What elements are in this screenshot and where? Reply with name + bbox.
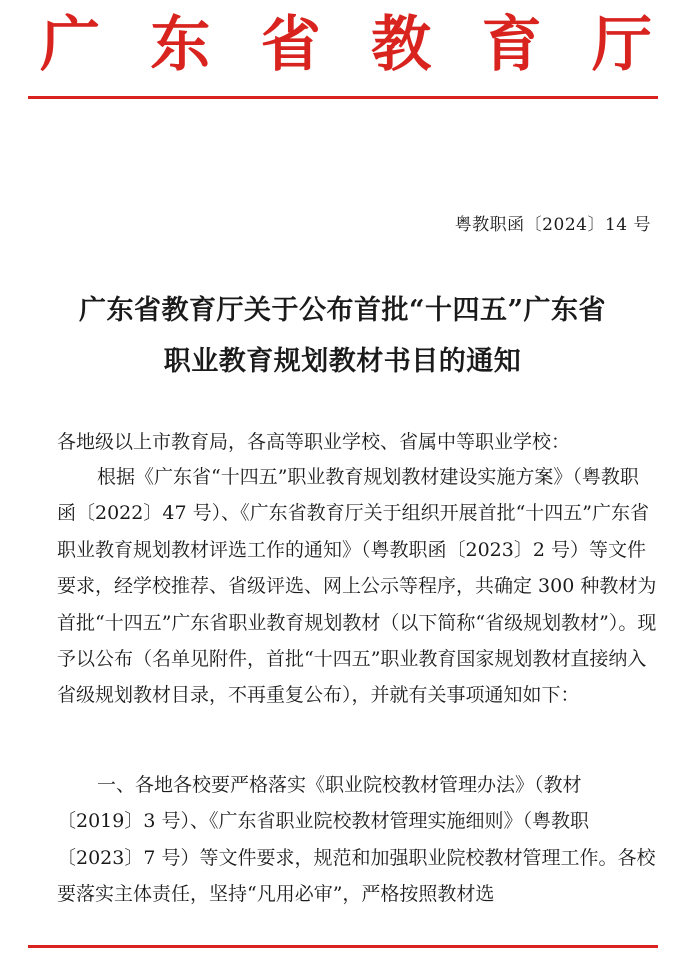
masthead-char: 广 [40,10,100,80]
paragraph [57,459,657,714]
document-title-line-2: 职业教育规划教材书目的通知 [163,346,522,377]
header-divider [28,96,658,99]
document-title-line-1: 广东省教育厅关于公布首批“十四五”广东省 [78,295,607,326]
paragraph-text: 一、各地各校要严格落实《职业院校教材管理办法》（教材〔2019〕3 号）、《广东省职业院校教材管理实施细则》（粤教职〔2023〕7 号）等文件要求，规范和加强职业院校教材管理工作。各校要落实主体责任，坚持“凡用必审”，严格按照教材选 [57,774,656,906]
masthead [40,6,652,84]
document-number: 粤教职函〔2024〕14 号 [454,215,651,235]
masthead-char: 育 [481,10,542,80]
masthead-char: 省 [260,10,321,80]
addressee: 各地级以上市教育局，各高等职业学校、省属中等职业学校： [57,431,571,453]
masthead-char: 教 [371,10,432,80]
masthead-char: 厅 [591,10,652,80]
footer-divider [28,945,658,948]
masthead-char: 东 [150,10,211,80]
paragraph [57,767,657,913]
paragraph-text: 根据《广东省“十四五”职业教育规划教材建设实施方案》（粤教职函〔2022〕47 号）、《广东省教育厅关于组织开展首批“十四五”广东省职业教育规划教材评选工作的通知》（粤教职函〔2023〕2 号）等文件要求，经学校推荐、省级评选、网上公示等程序，共确定 300 种教材为首批“十四五”广东省职业教育规划教材（以下简称“省级规划教材”）。现予以公布（名单见附件，首批“十四五”职业教育国家规划教材直接纳入省级规划教材目录，不再重复公布），并就有关事项通知如下： [57,466,657,707]
